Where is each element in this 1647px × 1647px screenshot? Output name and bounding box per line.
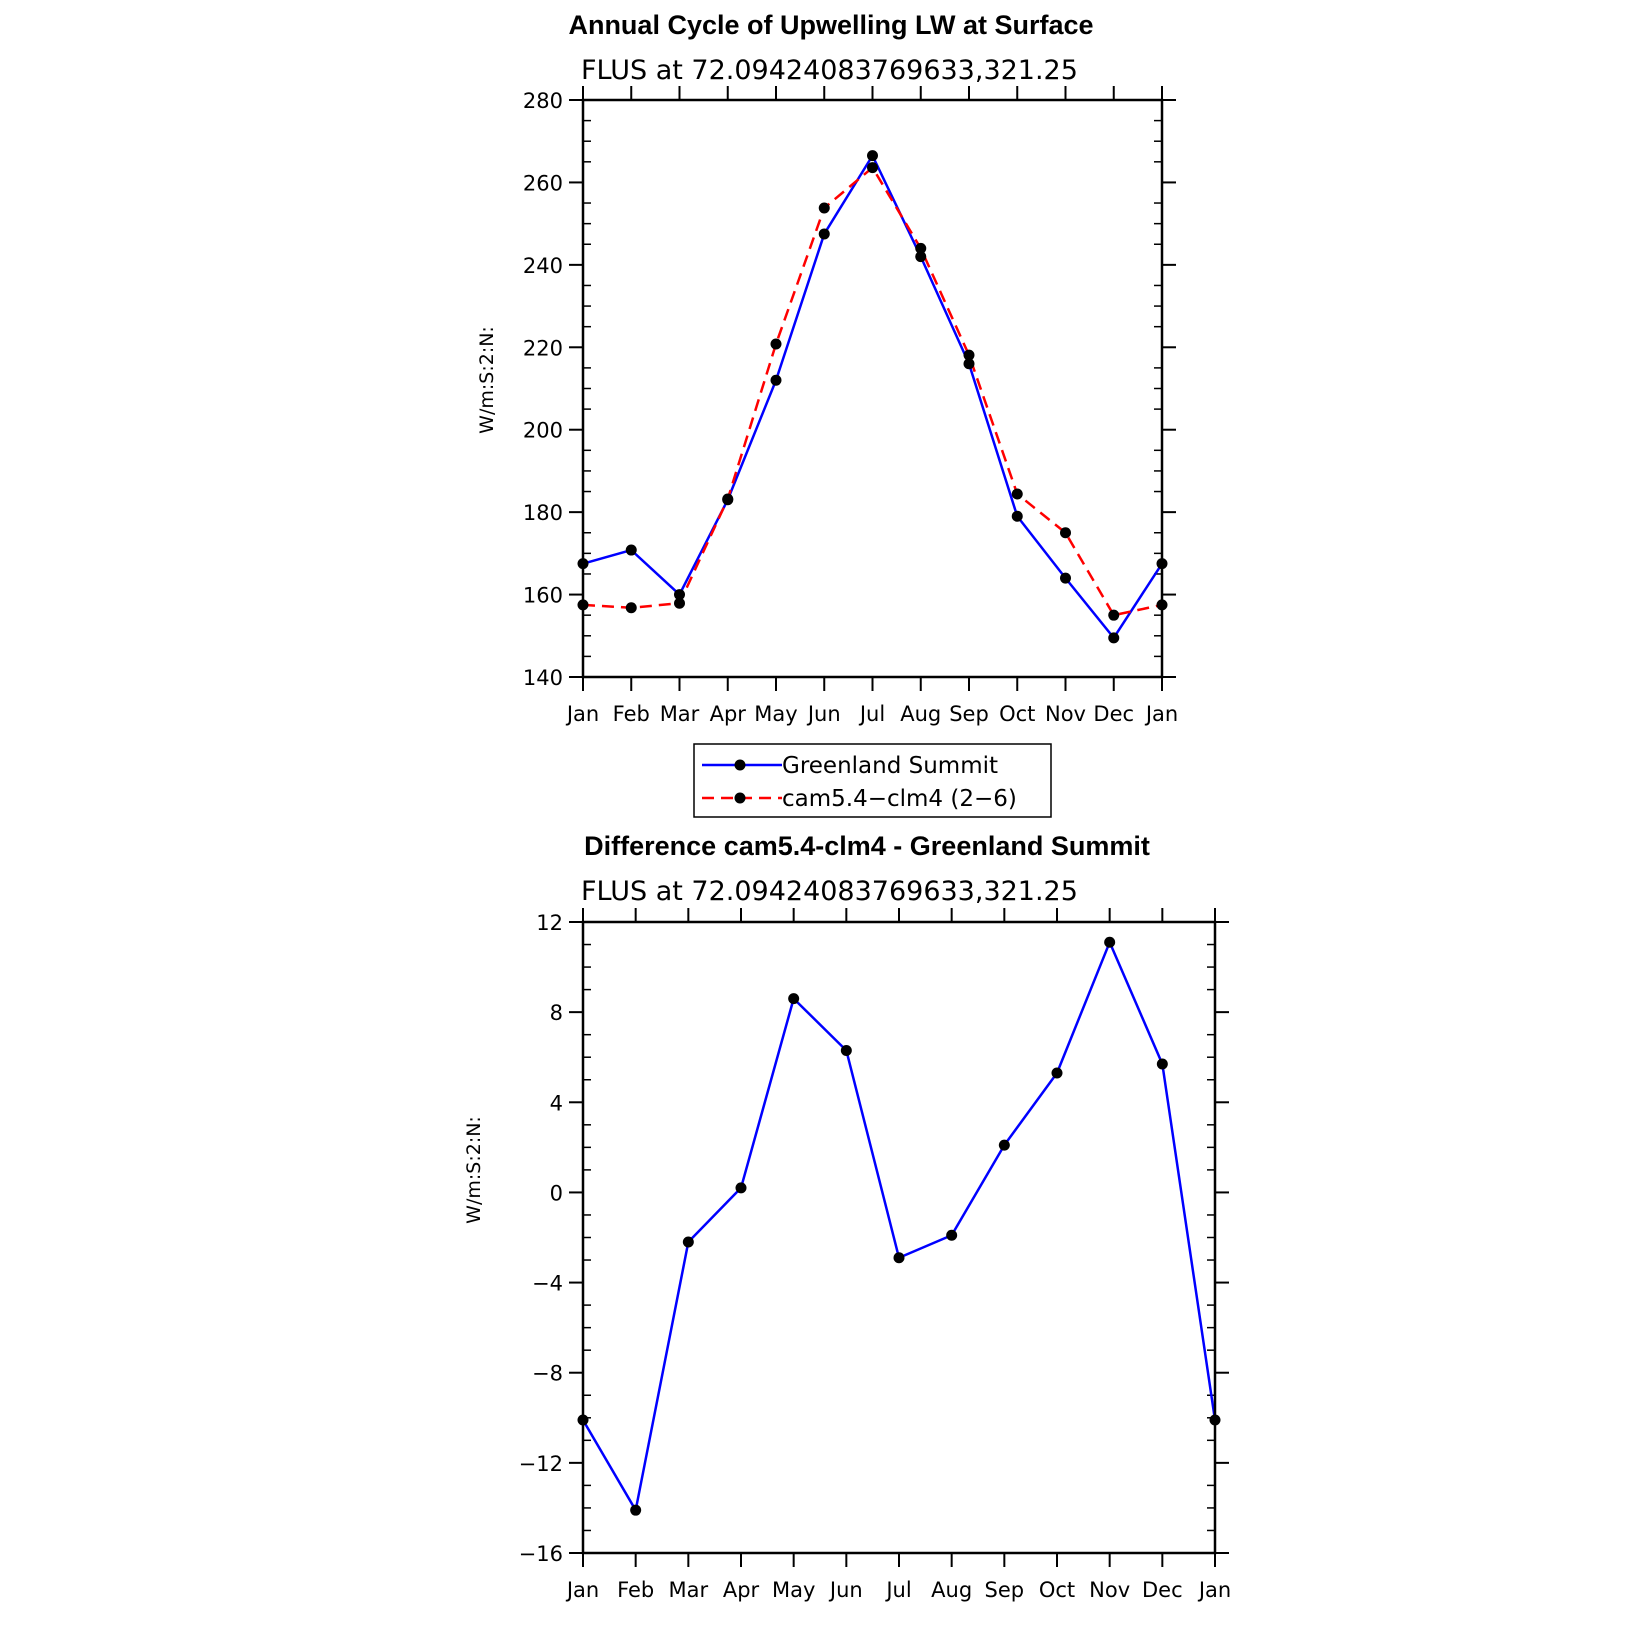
y-tick-label: 220 xyxy=(522,336,563,361)
series-layer xyxy=(578,937,1221,1516)
x-tick-label: Aug xyxy=(931,1578,973,1602)
data-point xyxy=(819,228,830,239)
data-point xyxy=(788,993,799,1004)
data-point xyxy=(867,150,878,161)
data-point xyxy=(722,493,733,504)
data-point xyxy=(674,598,685,609)
axis-ticks xyxy=(569,908,1229,1567)
data-point xyxy=(819,202,830,213)
x-tick-label: Jan xyxy=(1145,702,1179,726)
x-tick-label: Jul xyxy=(859,702,886,726)
y-tick-label: 180 xyxy=(522,501,563,526)
data-point xyxy=(771,375,782,386)
data-point xyxy=(1108,610,1119,621)
data-point xyxy=(946,1230,957,1241)
data-point xyxy=(626,602,637,613)
series-layer xyxy=(578,150,1168,643)
y-axis-label: W/m:S:2:N: xyxy=(476,326,498,434)
legend xyxy=(694,744,1051,817)
data-point xyxy=(867,162,878,173)
x-tick-label: Apr xyxy=(722,1578,760,1602)
data-point xyxy=(626,545,637,556)
data-point xyxy=(1060,527,1071,538)
chart-subtitle: FLUS at 72.09424083769633,321.25 xyxy=(581,55,1078,86)
x-tick-label: Oct xyxy=(1038,1578,1076,1602)
y-tick-label: −12 xyxy=(518,1451,563,1476)
data-point xyxy=(999,1140,1010,1151)
chart-subtitle: FLUS at 72.09424083769633,321.25 xyxy=(581,876,1078,907)
data-point xyxy=(964,350,975,361)
data-point xyxy=(894,1252,905,1263)
x-tick-labels xyxy=(565,702,1178,726)
chart-title: Annual Cycle of Upwelling LW at Surface xyxy=(568,10,1094,40)
y-tick-label: 280 xyxy=(522,89,563,113)
data-point xyxy=(1012,511,1023,522)
legend-label-greenland: Greenland Summit xyxy=(782,753,999,779)
difference-chart xyxy=(463,831,1231,1602)
y-tick-label: −4 xyxy=(532,1271,563,1296)
x-tick-label: Jun xyxy=(807,702,841,726)
y-tick-labels xyxy=(519,911,563,1566)
x-tick-label: Jan xyxy=(566,1578,600,1602)
data-point xyxy=(1052,1067,1063,1078)
data-point xyxy=(683,1237,694,1248)
y-tick-label: 260 xyxy=(522,171,563,196)
x-tick-label: Nov xyxy=(1045,702,1086,726)
legend-marker-cam xyxy=(735,793,746,804)
x-tick-label: Mar xyxy=(668,1578,709,1602)
data-point xyxy=(1108,632,1119,643)
x-tick-label: Mar xyxy=(659,702,700,726)
y-tick-label: 12 xyxy=(536,911,563,935)
x-tick-label: Nov xyxy=(1089,1578,1131,1602)
x-tick-label: Feb xyxy=(612,702,650,726)
plot-frame xyxy=(583,922,1215,1553)
data-point xyxy=(1060,573,1071,584)
data-point xyxy=(915,243,926,254)
x-tick-labels xyxy=(565,1578,1231,1602)
data-point xyxy=(1012,489,1023,500)
annual-cycle-chart xyxy=(476,10,1178,726)
y-tick-label: 4 xyxy=(549,1091,563,1116)
legend-marker-greenland xyxy=(735,760,746,771)
y-tick-label: 8 xyxy=(549,1001,563,1026)
y-tick-label: 0 xyxy=(549,1181,563,1206)
data-point xyxy=(1157,1058,1168,1069)
y-tick-label: 240 xyxy=(522,253,563,278)
x-tick-label: Dec xyxy=(1093,702,1135,726)
series-line-1 xyxy=(583,168,1162,616)
chart-title: Difference cam5.4-clm4 - Greenland Summit xyxy=(584,831,1150,861)
legend-label-cam: cam5.4−clm4 (2−6) xyxy=(782,786,1017,812)
x-tick-label: Jun xyxy=(829,1578,863,1602)
data-point xyxy=(771,338,782,349)
y-tick-label: −8 xyxy=(532,1361,563,1386)
x-tick-label: Feb xyxy=(617,1578,655,1602)
y-tick-label: 140 xyxy=(522,666,563,690)
data-point xyxy=(736,1182,747,1193)
x-tick-label: Sep xyxy=(949,702,989,726)
x-tick-label: Dec xyxy=(1142,1578,1183,1602)
x-tick-label: Apr xyxy=(709,702,746,726)
x-tick-label: Jan xyxy=(566,702,600,726)
series-line-0 xyxy=(583,156,1162,638)
y-tick-label: −16 xyxy=(518,1542,563,1566)
y-axis-label: W/m:S:2:N: xyxy=(463,1116,485,1224)
x-tick-label: Oct xyxy=(999,702,1036,726)
x-tick-label: Jul xyxy=(886,1578,912,1602)
data-point xyxy=(630,1505,641,1516)
y-tick-label: 200 xyxy=(522,418,563,443)
x-tick-label: Jan xyxy=(1198,1578,1232,1602)
x-tick-label: May xyxy=(771,1578,816,1602)
y-tick-labels xyxy=(523,89,563,690)
x-tick-label: Aug xyxy=(900,702,942,726)
data-point xyxy=(1104,937,1115,948)
series-line-0 xyxy=(583,942,1215,1510)
x-tick-label: May xyxy=(754,702,798,726)
data-point xyxy=(841,1045,852,1056)
y-tick-label: 160 xyxy=(522,583,563,608)
x-tick-label: Sep xyxy=(984,1578,1025,1602)
